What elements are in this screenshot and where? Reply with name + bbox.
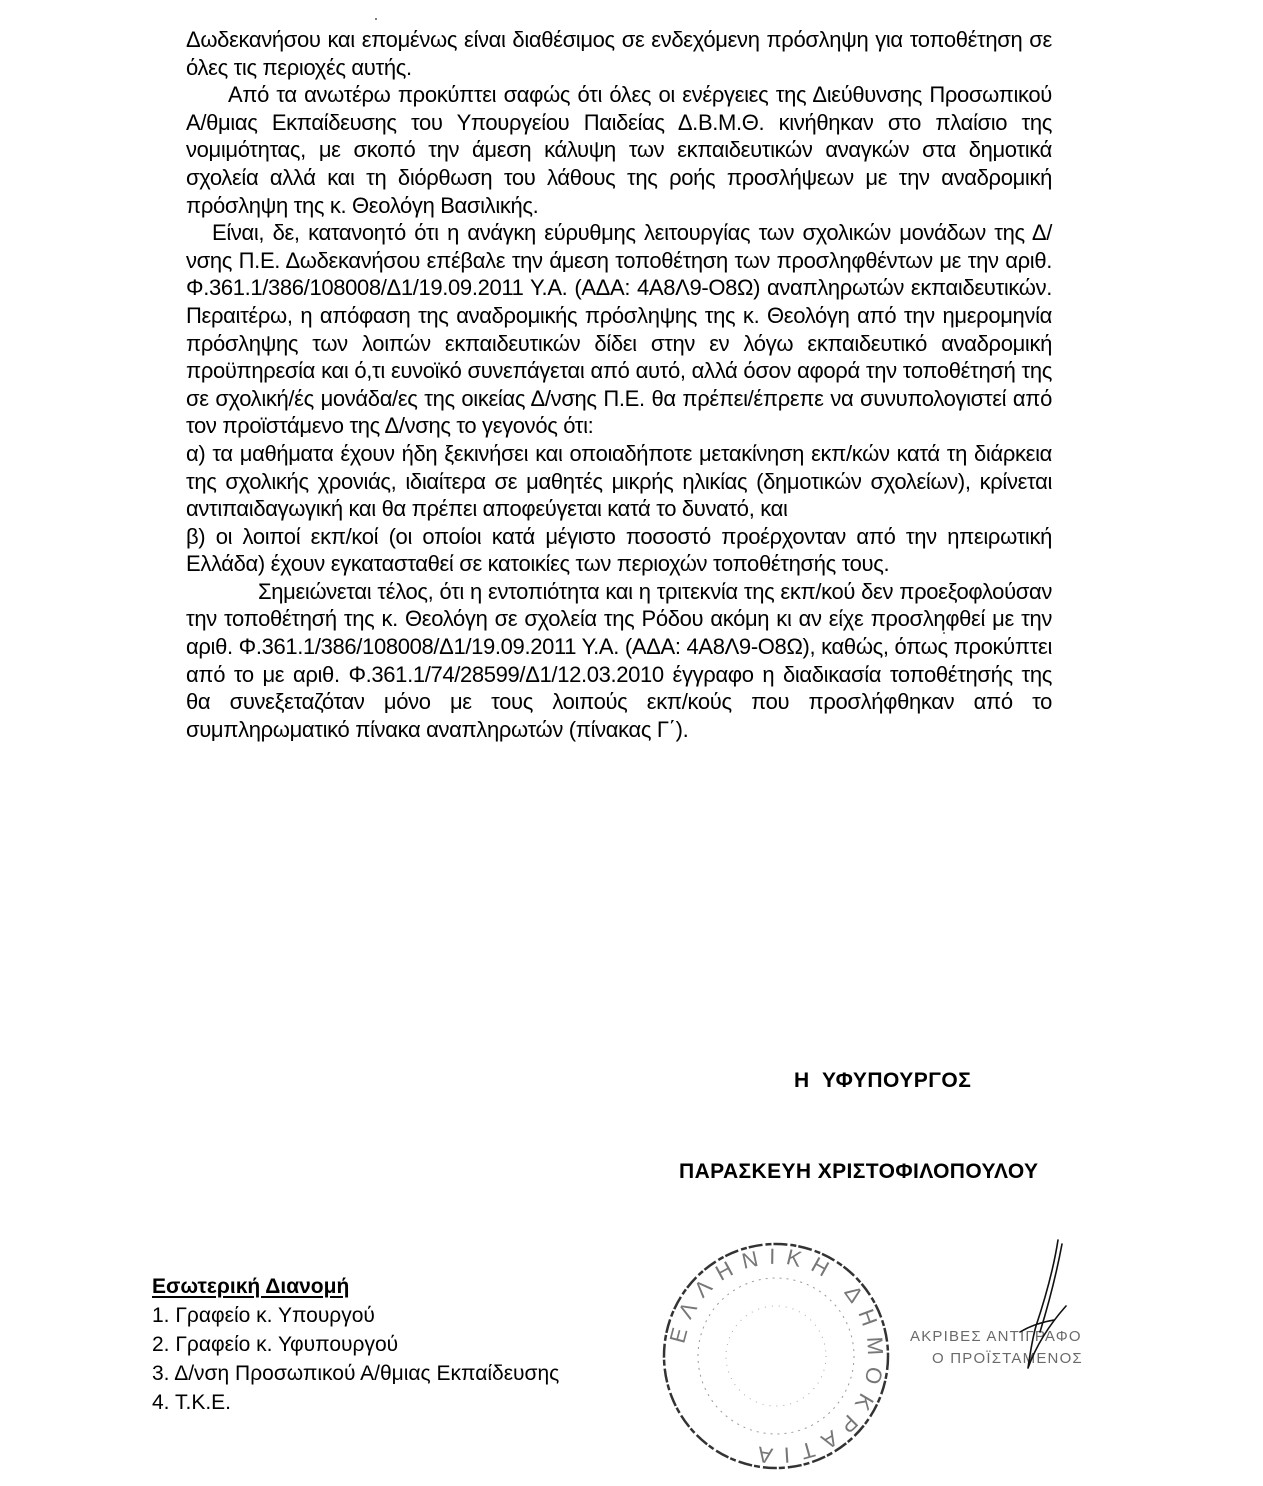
svg-text:ΕΛΛΗΝΙΚΗ ΔΗΜΟΚΡΑΤΙΑ: ΕΛΛΗΝΙΚΗ ΔΗΜΟΚΡΑΤΙΑ — [664, 1243, 889, 1469]
paragraph-continuation: Δωδεκανήσου και επομένως είναι διαθέσιμος σε ενδεχόμενη πρόσληψη για τοποθέτηση σε όλες τις περιοχές αυτής. — [186, 27, 1052, 80]
document-body — [186, 26, 1052, 743]
official-seal-icon — [656, 1236, 896, 1476]
list-item-b: β) οι λοιποί εκπ/κοί (οι οποίοι κατά μέγιστο ποσοστό προέρχονταν από την ηπειρωτική Ελλάδα) έχουν εγκατασταθεί σε κατοικίες των περιοχών τοποθέτησής τους. — [186, 523, 1052, 577]
distribution-item: 2. Γραφείο κ. Υφυπουργού — [152, 1333, 399, 1356]
distribution-item: 4. Τ.Κ.Ε. — [152, 1391, 232, 1414]
paragraph-final-note: Σημειώνεται τέλος, ότι η εντοπιότητα και η τριτεκνία της εκπ/κού δεν προεξοφλούσαν την τοποθέτησή της κ. Θεολόγη σε σχολεία της Ρόδου ακόμη κι αν είχε προσληφθεί με την αριθ. Φ.361.1/386/108008/Δ1/19.09.2011 Υ.Α. (ΑΔΑ: 4Α8Λ9-Ο8Ω), καθώς, όπως προκύπτει από το με αριθ. Φ.361.1/74/28599/Δ1/12.03.2010 έγγραφο η διαδικασία τοποθέτησής της θα συνεξεταζόταν μόνο με τους λοιπούς εκπ/κούς που προσλήφθηκαν από το συμπληρωματικό πίνακα αναπληρωτών (πίνακας Γ΄). — [186, 578, 1052, 742]
list-item-a: α) τα μαθήματα έχουν ήδη ξεκινήσει και οποιαδήποτε μετακίνηση εκπ/κών κατά τη διάρκεια της σχολικής χρονιάς, ιδιαίτερα σε μαθητές μικρής ηλικίας (δημοτικών σχολείων), κρίνεται αντιπαιδαγωγική και θα πρέπει αποφεύγεται κατά το δυνατό, και — [186, 440, 1052, 522]
distribution-item: 1. Γραφείο κ. Υπουργού — [152, 1304, 375, 1327]
paragraph-placement-reasoning: Είναι, δε, κατανοητό ότι η ανάγκη εύρυθμης λειτουργίας των σχολικών μονάδων της Δ/νσης Π.Ε. Δωδεκανήσου επέβαλε την άμεση τοποθέτηση των προσληφθέντων με την αριθ. Φ.361.1/386/108008/Δ1/19.09.2011 Υ.Α. (ΑΔΑ: 4Α8Λ9-Ο8Ω) αναπληρωτών εκπαιδευτικών. Περαιτέρω, η απόφαση της αναδρομικής πρόσληψης της κ. Θεολόγη από την ημερομηνία πρόσληψης των λοιπών εκπαιδευτικών δίδει στην εν λόγω εκπαιδευτικό αναδρομική προϋπηρεσία και ό,τι ευνοϊκό συνεπάγεται από αυτό, αλλά όσον αφορά την τοποθέτησή της σε σχολική/ές μονάδα/ες της οικείας Δ/νσης Π.Ε. θα πρέπει/έπρεπε να συνυπολογιστεί από τον προϊστάμενο της Δ/νσης το γεγονός ότι: — [186, 220, 1052, 439]
internal-distribution — [152, 1272, 559, 1417]
signatory-title: Η ΥΦΥΠΟΥΡΓΟΣ — [794, 1069, 972, 1092]
handwritten-signature-icon — [1010, 1236, 1070, 1376]
paragraph-conclusion: Από τα ανωτέρω προκύπτει σαφώς ότι όλες οι ενέργειες της Διεύθυνσης Προσωπικού Α/θμιας Εκπαίδευσης του Υπουργείου Παιδείας Δ.Β.Μ.Θ. κινήθηκαν στο πλαίσιο της νομιμότητας, με σκοπό την άμεση κάλυψη των εκπαιδευτικών αναγκών στα δημοτικά σχολεία αλλά και τη διόρθωση του λάθους της ροής προσλήψεων με την αναδρομική πρόσληψη της κ. Θεολόγη Βασιλικής. — [186, 82, 1052, 218]
scan-speck — [375, 18, 377, 20]
signatory-name: ΠΑΡΑΣΚΕΥΗ ΧΡΙΣΤΟΦΙΛΟΠΟΥΛΟΥ — [679, 1160, 1039, 1183]
distribution-item: 3. Δ/νση Προσωπικού Α/θμιας Εκπαίδευσης — [152, 1362, 560, 1385]
certified-copy-line1: ΑΚΡΙΒΕΣ ΑΝΤΙΓΡΑΦΟ — [910, 1328, 1082, 1345]
distribution-title: Εσωτερική Διανομή — [152, 1275, 350, 1298]
scan-speck — [943, 632, 945, 634]
certified-copy-line2: Ο ΠΡΟΪΣΤΑΜΕΝΟΣ — [932, 1350, 1083, 1367]
